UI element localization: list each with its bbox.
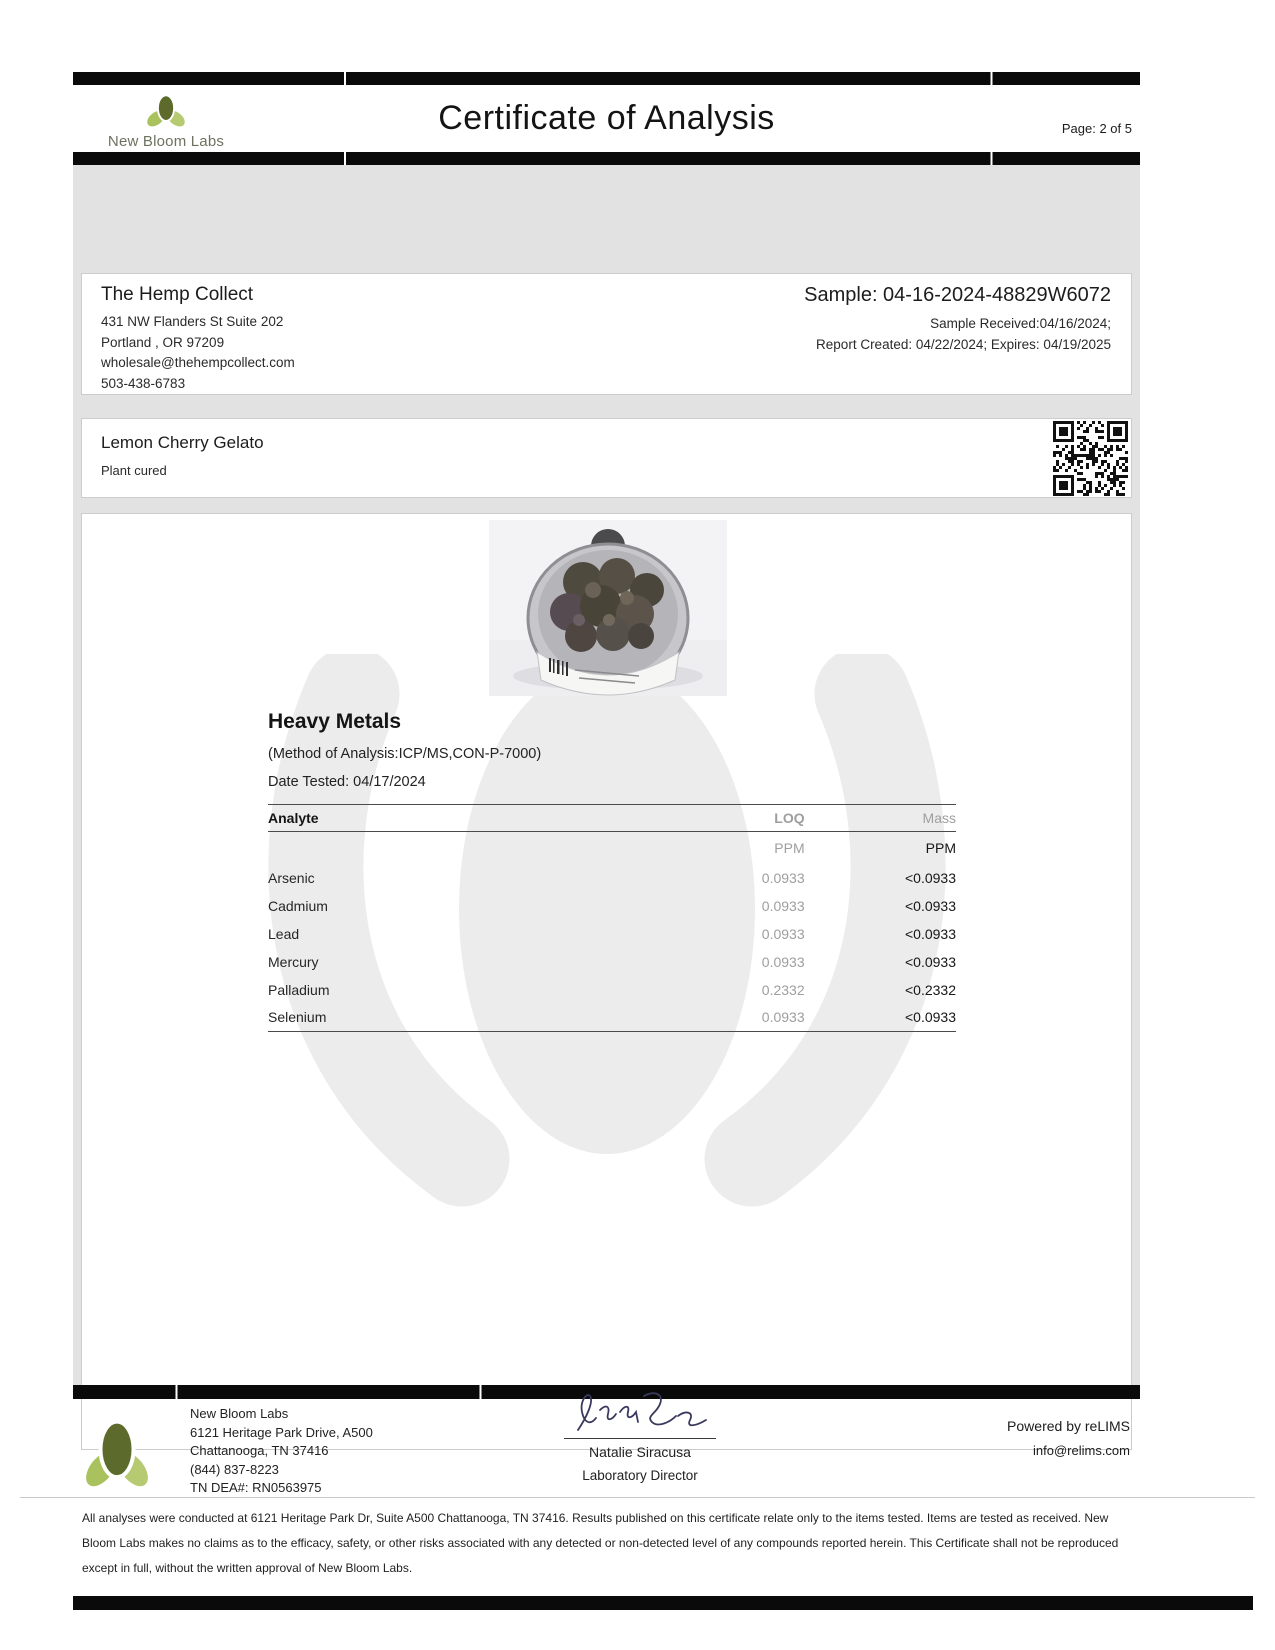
powered-by-text: Powered by reLIMS bbox=[1007, 1418, 1130, 1434]
bottom-bar bbox=[73, 1596, 1253, 1610]
analyte-name: Cadmium bbox=[268, 897, 328, 914]
section-date-tested: Date Tested: 04/17/2024 bbox=[268, 774, 426, 790]
client-email: wholesale@thehempcollect.com bbox=[101, 355, 295, 370]
table-row bbox=[268, 1004, 956, 1032]
results-panel bbox=[81, 513, 1132, 1450]
product-panel bbox=[81, 418, 1132, 498]
client-block bbox=[101, 284, 295, 394]
table-row bbox=[268, 892, 956, 920]
footer-bloom-logo-icon bbox=[84, 1408, 150, 1500]
client-address2: Portland , OR 97209 bbox=[101, 334, 225, 350]
analyte-name: Selenium bbox=[268, 1009, 327, 1026]
info-panel bbox=[81, 273, 1132, 395]
page-header bbox=[73, 85, 1140, 152]
table-row bbox=[268, 920, 956, 948]
sample-received: Sample Received:04/16/2024; bbox=[930, 316, 1111, 331]
product-photo bbox=[489, 520, 727, 696]
loq-value: 0.0933 bbox=[761, 897, 805, 914]
signature-block bbox=[535, 1388, 745, 1483]
heavy-metals-table bbox=[268, 804, 956, 1034]
client-name: The Hemp Collect bbox=[101, 284, 254, 305]
loq-value: 0.2332 bbox=[761, 981, 805, 998]
section-method: (Method of Analysis:ICP/MS,CON-P-7000) bbox=[268, 746, 542, 762]
product-type: Plant cured bbox=[101, 463, 167, 478]
mass-value: <0.0933 bbox=[905, 869, 956, 886]
unit-loq: PPM bbox=[774, 839, 805, 856]
col-header-loq: LOQ bbox=[695, 805, 805, 832]
lab-dea: TN DEA#: RN0563975 bbox=[190, 1480, 322, 1495]
analyte-name: Lead bbox=[268, 925, 300, 942]
signer-title: Laboratory Director bbox=[582, 1468, 698, 1483]
lab-address1: 6121 Heritage Park Drive, A500 bbox=[190, 1424, 373, 1440]
signature-image bbox=[560, 1388, 720, 1438]
page-title: Certificate of Analysis bbox=[438, 99, 775, 137]
mass-value: <0.2332 bbox=[905, 981, 956, 998]
signer-name: Natalie Siracusa bbox=[589, 1444, 691, 1460]
col-header-mass: Mass bbox=[805, 805, 956, 832]
table-row bbox=[268, 976, 956, 1004]
disclaimer-text: All analyses were conducted at 6121 Heritage Park Dr, Suite A500 Chattanooga, TN 37416. Results published on this certificate relate only to the items tested. Items are tested as received. New Bloom Labs makes no claims as to the efficacy, safety, or other risks associated with any detected or non-detected level of any compounds reported herein. This Certificate shall not be reproduced except in full, without the written approval of New Bloom Labs. bbox=[82, 1511, 1119, 1575]
col-header-analyte: Analyte bbox=[268, 805, 695, 832]
lab-phone: (844) 837-8223 bbox=[190, 1461, 279, 1477]
report-created: Report Created: 04/22/2024; Expires: 04/19/2025 bbox=[816, 336, 1111, 352]
top-divider-bar bbox=[73, 72, 1140, 85]
header-divider-bar bbox=[73, 152, 1140, 165]
page-number: Page: 2 of 5 bbox=[1061, 121, 1132, 136]
analyte-name: Palladium bbox=[268, 981, 330, 998]
lab-logo-text: New Bloom Labs bbox=[107, 133, 225, 150]
analyte-name: Mercury bbox=[268, 953, 319, 970]
loq-value: 0.0933 bbox=[761, 925, 805, 942]
product-name: Lemon Cherry Gelato bbox=[101, 433, 264, 452]
mass-value: <0.0933 bbox=[905, 897, 956, 914]
signature-line bbox=[564, 1438, 716, 1439]
coa-page bbox=[73, 72, 1140, 1610]
lab-address2: Chattanooga, TN 37416 bbox=[190, 1443, 329, 1458]
unit-mass: PPM bbox=[925, 839, 956, 856]
table-bottom-border bbox=[268, 1032, 956, 1034]
table-row bbox=[268, 864, 956, 892]
mass-value: <0.0933 bbox=[905, 925, 956, 942]
client-phone: 503-438-6783 bbox=[101, 375, 186, 391]
section-title: Heavy Metals bbox=[268, 710, 402, 733]
powered-by-block bbox=[1007, 1418, 1130, 1458]
table-header-row bbox=[268, 805, 956, 832]
client-address1: 431 NW Flanders St Suite 202 bbox=[101, 314, 284, 329]
analyte-name: Arsenic bbox=[268, 869, 315, 886]
loq-value: 0.0933 bbox=[761, 869, 805, 886]
mass-value: <0.0933 bbox=[905, 1009, 956, 1026]
lab-name: New Bloom Labs bbox=[190, 1406, 289, 1421]
qr-code bbox=[1053, 421, 1128, 496]
powered-by-email: info@relims.com bbox=[1033, 1443, 1130, 1458]
table-units-row bbox=[268, 832, 956, 864]
sample-block bbox=[804, 284, 1111, 355]
sample-id: Sample: 04-16-2024-48829W6072 bbox=[804, 284, 1111, 306]
mass-value: <0.0933 bbox=[905, 953, 956, 970]
loq-value: 0.0933 bbox=[761, 953, 805, 970]
lab-address-block bbox=[190, 1405, 373, 1498]
table-row bbox=[268, 948, 956, 976]
content-background bbox=[73, 165, 1140, 1385]
loq-value: 0.0933 bbox=[761, 1009, 805, 1026]
disclaimer-divider bbox=[20, 1497, 1255, 1498]
